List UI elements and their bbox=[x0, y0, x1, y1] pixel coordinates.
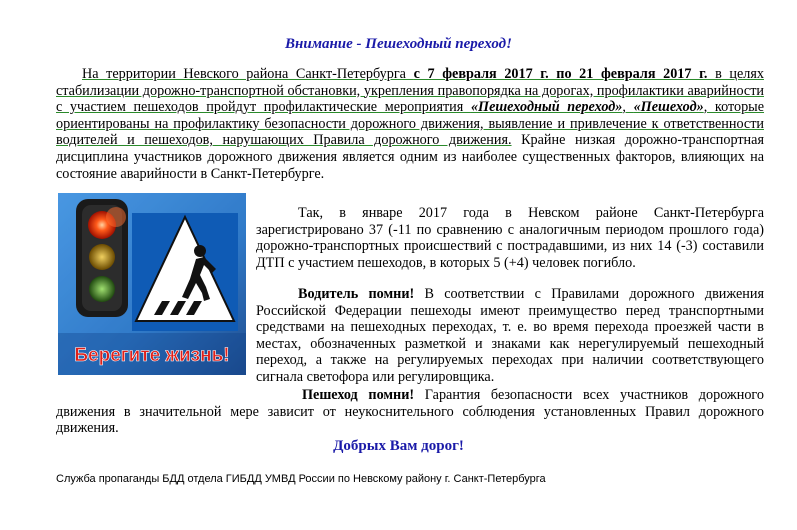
intro-event1: «Пешеходный переход» bbox=[470, 99, 623, 116]
illustration-svg bbox=[58, 193, 246, 375]
driver-text: В соответствии с Правилами дорожного движения Российской Федерации пешеходы имеют преимущество перед транспортными средствами на пешеходных переходах, т. е. во время перехода проезжей части в местах, обозначенных разметкой и знаками как нерегулируемый пешеходный переход, а также на регулируемых переходах при наличии соответствующего сигнала светофора или регулировщика. bbox=[256, 286, 764, 385]
pedestrian-crossing-sign-icon bbox=[132, 213, 238, 331]
stats-text: Так, в январе 2017 года в Невском районе Санкт-Петербурга зарегистрировано 37 (-11 по сравнению с аналогичным периодом прошлого года) дорожно-транспортных происшествий с пострадавшими, из них 14 (-3) составили ДТП с участием пешеходов, в которых 5 (+4) человек погибло. bbox=[256, 205, 764, 271]
intro-comma: , bbox=[622, 99, 634, 116]
intro-part3: , которые ориентированы на профилактику безопасности дорожного движения, выявление и привлечение к ответственности водителей и пешеходов, нарушающих Правила дорожного движения. bbox=[56, 99, 765, 149]
pedestrian-lead: Пешеход помни! bbox=[302, 387, 415, 403]
driver-lead: Водитель помни! bbox=[298, 286, 415, 302]
intro-paragraph bbox=[56, 66, 764, 182]
illustration-caption: Берегите жизнь! bbox=[74, 345, 230, 366]
intro-dates: с 7 февраля 2017 г. по 21 февраля 2017 г. bbox=[413, 66, 708, 82]
driver-paragraph bbox=[256, 286, 764, 386]
traffic-light-icon bbox=[76, 199, 128, 317]
stats-paragraph bbox=[256, 205, 764, 271]
safety-illustration bbox=[58, 193, 246, 375]
pedestrian-text: Гарантия безопасности всех участников дорожного движения в значительной мере зависит от неукоснительного соблюдения установленных Правил дорожного движения. bbox=[56, 387, 764, 437]
page-title: Внимание - Пешеходный переход! bbox=[285, 36, 512, 52]
intro-event2: «Пешеход» bbox=[633, 99, 704, 116]
footer-signature: Служба пропаганды БДД отдела ГИБДД УМВД России по Невскому району г. Санкт-Петербурга bbox=[56, 473, 546, 485]
intro-part1: На территории Невского района Санкт-Петербурга bbox=[82, 66, 414, 82]
intro-part4: Крайне низкая дорожно-транспортная дисциплина участников дорожного движения является одним из наиболее существенных факторов, влияющих на состояние аварийности в Санкт-Петербурге. bbox=[56, 132, 764, 182]
pedestrian-paragraph bbox=[56, 387, 764, 437]
closing-wish: Добрых Вам дорог! bbox=[333, 438, 464, 454]
intro-part2: в целях стабилизации дорожно-транспортной обстановки, укрепления правопорядка на дорогах, профилактики аварийности с участием пешеходов пройдут профилактические мероприятия bbox=[56, 66, 764, 116]
